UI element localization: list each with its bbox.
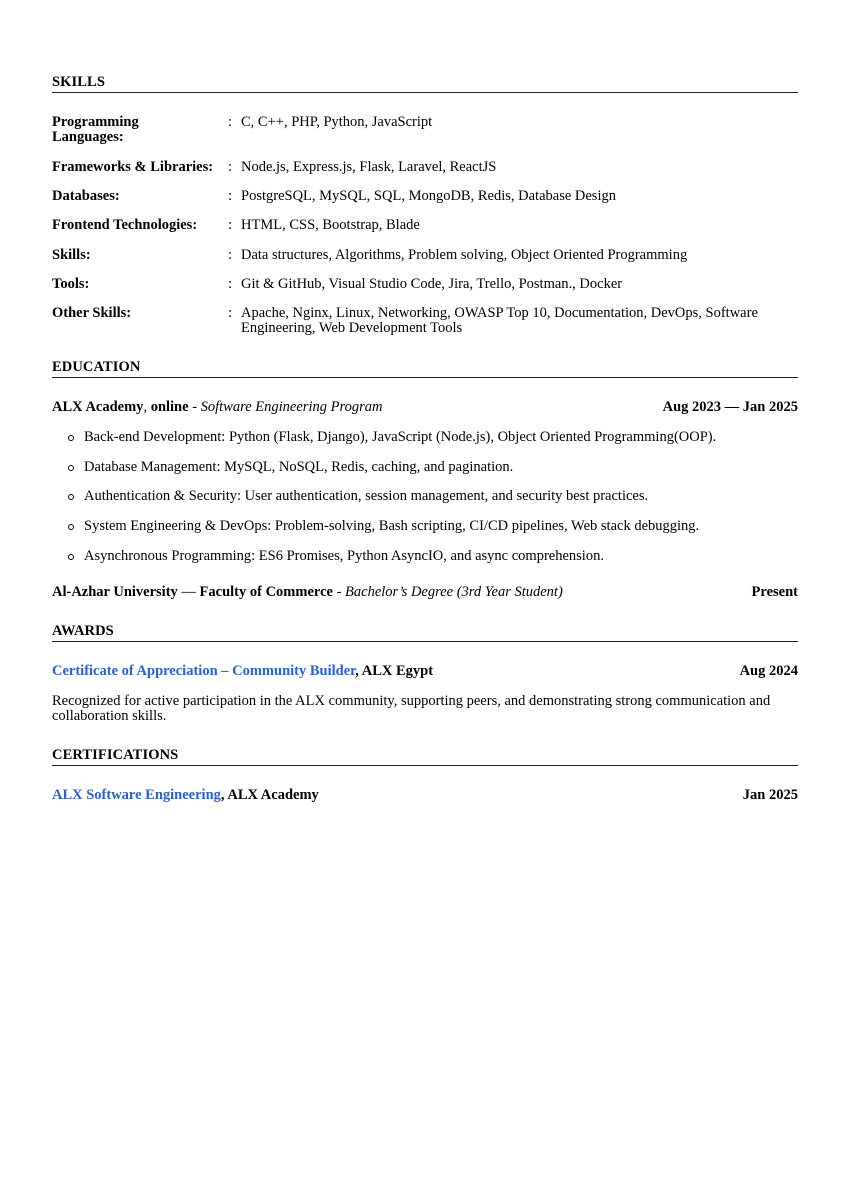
dash: - <box>332 584 346 600</box>
list-item <box>84 518 798 535</box>
bullet-circle-icon <box>68 554 74 560</box>
bullet-text: Authentication & Security: User authentication, session management, and security best practices. <box>84 488 649 504</box>
bullet-circle-icon <box>68 524 74 530</box>
skill-colon: : <box>228 217 233 233</box>
institution-location: Faculty of Commerce <box>199 584 333 600</box>
list-item <box>84 459 798 476</box>
certification-title-link[interactable]: ALX Software Engineering <box>52 787 221 803</box>
skill-label: Tools: <box>52 276 90 292</box>
institution-name: Al-Azhar University <box>52 584 178 600</box>
award-entry <box>52 663 798 680</box>
program-name: Software Engineering Program <box>200 399 383 415</box>
certification-date: Jan 2025 <box>742 787 798 803</box>
skill-colon: : <box>228 159 233 175</box>
list-item <box>84 548 798 565</box>
awards-heading: AWARDS <box>52 623 798 642</box>
institution-location: online <box>150 399 189 415</box>
separator: , <box>220 787 228 803</box>
skill-label: Frontend Technologies: <box>52 217 198 233</box>
skill-colon: : <box>228 247 233 263</box>
award-date: Aug 2024 <box>739 663 798 679</box>
skill-colon: : <box>228 276 233 292</box>
education-entry-alx <box>52 399 798 416</box>
separator: — <box>177 584 200 600</box>
skill-value: PostgreSQL, MySQL, SQL, MongoDB, Redis, Database Design <box>241 188 616 204</box>
separator: , <box>143 399 151 415</box>
skills-heading: SKILLS <box>52 74 798 93</box>
program-name: Bachelor’s Degree (3rd Year Student) <box>345 584 563 600</box>
skill-colon: : <box>228 188 233 204</box>
skill-label: Skills: <box>52 247 91 263</box>
list-item <box>84 429 798 446</box>
institution-name: ALX Academy <box>52 399 144 415</box>
separator: , <box>355 663 362 679</box>
skill-value: Git & GitHub, Visual Studio Code, Jira, Trello, Postman., Docker <box>241 276 623 292</box>
certification-entry <box>52 787 798 804</box>
bullet-text: Back-end Development: Python (Flask, Django), JavaScript (Node.js), Object Oriented Programming(OOP). <box>84 429 717 445</box>
skill-label: Databases: <box>52 188 120 204</box>
skill-label: Frameworks & Libraries: <box>52 159 214 175</box>
list-item <box>84 488 798 505</box>
skill-value: C, C++, PHP, Python, JavaScript <box>241 114 433 130</box>
certification-org: ALX Academy <box>227 787 319 803</box>
award-description: Recognized for active participation in the ALX community, supporting peers, and demonstrating strong communication and collaboration skills. <box>52 693 771 724</box>
dash: - <box>188 399 201 415</box>
skill-value: Apache, Nginx, Linux, Networking, OWASP Top 10, Documentation, DevOps, Software Engineering, Web Development Tools <box>241 305 758 336</box>
skill-value: HTML, CSS, Bootstrap, Blade <box>241 217 420 233</box>
bullet-circle-icon <box>68 435 74 441</box>
education-entry-azhar <box>52 584 798 601</box>
skill-value: Data structures, Algorithms, Problem solving, Object Oriented Programming <box>241 247 688 263</box>
bullet-circle-icon <box>68 465 74 471</box>
certifications-heading: CERTIFICATIONS <box>52 747 798 766</box>
skill-label: Other Skills: <box>52 305 132 321</box>
bullet-text: Asynchronous Programming: ES6 Promises, Python AsyncIO, and async comprehension. <box>84 548 604 564</box>
skill-value: Node.js, Express.js, Flask, Laravel, ReactJS <box>241 159 497 175</box>
education-heading: EDUCATION <box>52 359 798 378</box>
education-date: Present <box>751 584 798 600</box>
award-title-link[interactable]: Certificate of Appreciation – Community Builder <box>52 663 356 679</box>
bullet-text: System Engineering & DevOps: Problem-solving, Bash scripting, CI/CD pipelines, Web stack debugging. <box>84 518 700 534</box>
award-org: ALX Egypt <box>361 663 434 679</box>
education-date: Aug 2023 — Jan 2025 <box>662 399 798 415</box>
skill-colon: : <box>228 305 233 321</box>
skill-label: Programming Languages: <box>52 114 139 145</box>
bullet-text: Database Management: MySQL, NoSQL, Redis, caching, and pagination. <box>84 459 514 475</box>
skill-colon: : <box>228 114 233 130</box>
bullet-circle-icon <box>68 494 74 500</box>
